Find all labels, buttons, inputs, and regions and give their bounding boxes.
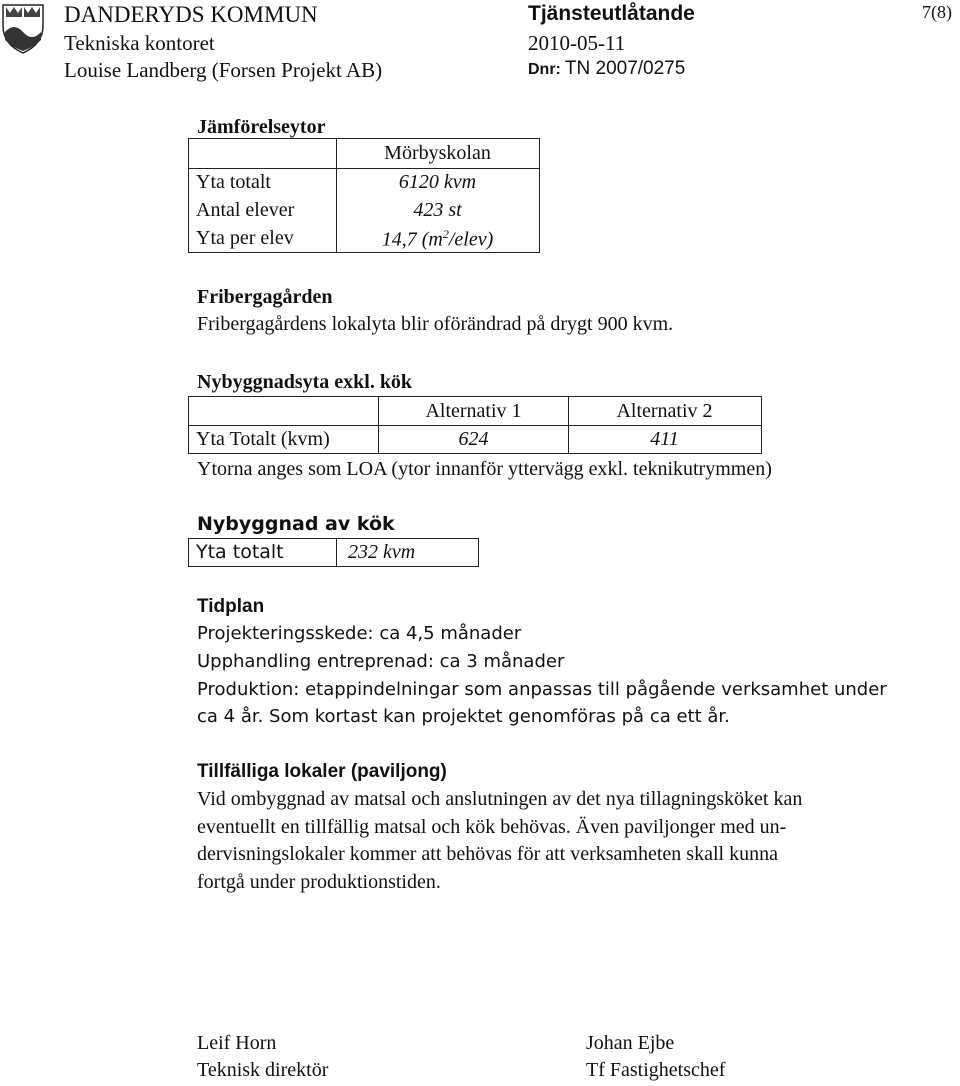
comparison-row-value: 423 st	[413, 199, 462, 221]
alternatives-row-label: Yta Totalt (kvm)	[196, 428, 330, 450]
document-date: 2010-05-11	[528, 31, 626, 55]
area-note: Ytorna anges som LOA (ytor innanför yttervägg exkl. teknikutrymmen)	[197, 458, 772, 480]
value-part: 14,7 (m	[381, 228, 443, 251]
dnr-value: TN 2007/0275	[564, 58, 686, 79]
alternatives-value: 624	[458, 428, 489, 450]
tidplan-line: Produktion: etappindelningar som anpassas till pågående verksamhet under	[197, 679, 887, 700]
comparison-table-header-line	[188, 168, 540, 169]
municipality-logo	[2, 4, 44, 54]
section-heading-nybyggnadsyta: Nybyggnadsyta exkl. kök	[197, 371, 413, 393]
kitchen-row-value: 232 kvm	[348, 541, 416, 563]
alternatives-column-header: Alternativ 1	[425, 400, 522, 422]
tillfalliga-line: fortgå under produktionstiden.	[197, 871, 441, 893]
dnr-line	[528, 58, 685, 80]
comparison-row-value: 6120 kvm	[398, 171, 477, 193]
section-heading-nybyggnad-kok: Nybyggnad av kök	[197, 513, 395, 535]
dnr-label: Dnr:	[528, 61, 561, 78]
page-number: 7(8)	[922, 2, 952, 22]
signature-name: Johan Ejbe	[586, 1032, 675, 1054]
tillfalliga-line: eventuellt en tillfällig matsal och kök behövas. Även paviljonger med un-	[197, 816, 787, 838]
org-name: DANDERYDS KOMMUN	[64, 2, 318, 27]
comparison-row-label: Yta per elev	[196, 227, 294, 249]
alternatives-value: 411	[650, 428, 679, 450]
tillfalliga-line: Vid ombyggnad av matsal och anslutningen av det nya tillagningsköket kan	[197, 788, 803, 810]
author-name: Louise Landberg (Forsen Projekt AB)	[64, 58, 383, 82]
comparison-row-label: Yta totalt	[196, 171, 271, 193]
document-type: Tjänsteutlåtande	[528, 2, 695, 25]
tidplan-line: Projekteringsskede: ca 4,5 månader	[197, 623, 522, 644]
signature-title: Teknisk direktör	[197, 1059, 329, 1081]
kitchen-row-label: Yta totalt	[196, 541, 284, 563]
department-name: Tekniska kontoret	[64, 31, 215, 55]
section-heading-fribergagarden: Fribergagården	[197, 286, 333, 308]
tidplan-line: ca 4 år. Som kortast kan projektet genomföras på ca ett år.	[197, 706, 730, 727]
section-heading-tillfalliga-lokaler: Tillfälliga lokaler (paviljong)	[197, 761, 447, 782]
comparison-column-header: Mörbyskolan	[384, 142, 491, 164]
section-heading-tidplan: Tidplan	[197, 596, 265, 617]
alternatives-column-header: Alternativ 2	[616, 400, 713, 422]
fribergagarden-text: Fribergagårdens lokalyta blir oförändrad på drygt 900 kvm.	[197, 313, 674, 335]
value-superscript: 2	[442, 227, 449, 241]
comparison-row-label: Antal elever	[196, 199, 295, 221]
tillfalliga-line: dervisningslokaler kommer att behövas för att verksamheten skall kunna	[197, 843, 778, 865]
alternatives-table-header-line	[188, 425, 762, 426]
comparison-row-value	[337, 227, 538, 252]
section-heading-jamforelseytor: Jämförelseytor	[197, 116, 326, 138]
signature-name: Leif Horn	[197, 1032, 277, 1054]
tidplan-line: Upphandling entreprenad: ca 3 månader	[197, 651, 565, 672]
kitchen-table-divider	[336, 538, 337, 567]
value-part: /elev)	[448, 228, 494, 251]
signature-title: Tf Fastighetschef	[586, 1059, 726, 1081]
